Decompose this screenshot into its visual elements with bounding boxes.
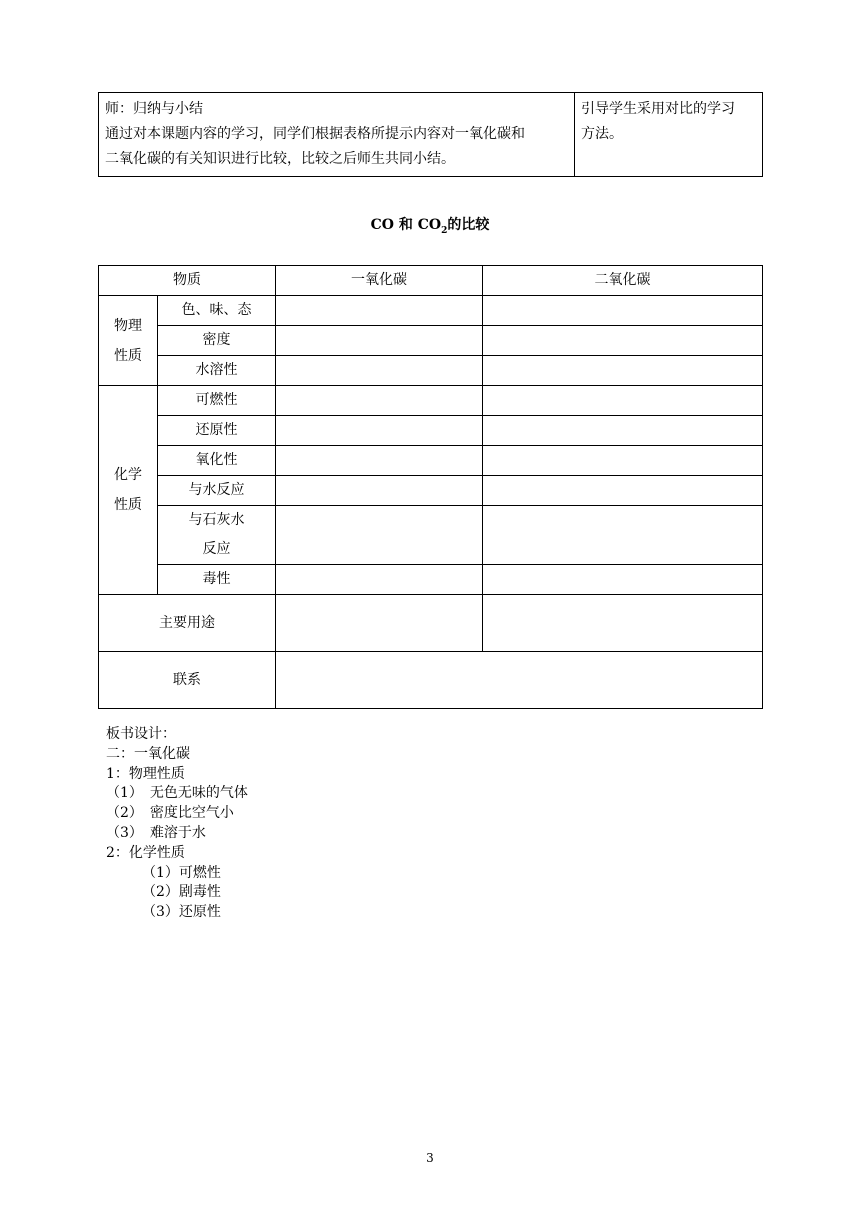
co2-cell — [483, 446, 763, 476]
teacher-line: 师：归纳与小结 — [105, 101, 203, 117]
co-co2-comparison-table — [98, 265, 763, 709]
group-label-line: 性质 — [114, 497, 142, 513]
header-co2: 二氧化碳 — [483, 266, 763, 296]
co2-cell — [483, 595, 763, 652]
row-label: 与水反应 — [158, 476, 276, 506]
table-header-row — [99, 266, 763, 296]
co-cell — [276, 506, 483, 565]
group-label-line: 性质 — [114, 347, 142, 364]
co-cell — [276, 416, 483, 446]
caption-text-tail: 的比较 — [447, 217, 490, 233]
co2-cell — [483, 476, 763, 506]
group-label-line: 物理 — [114, 317, 142, 334]
table-row — [99, 93, 763, 177]
caption-subscript: 2 — [441, 225, 448, 236]
table-row — [99, 476, 763, 506]
teacher-activity-cell — [99, 93, 575, 177]
table-row — [99, 506, 763, 565]
co-cell — [276, 386, 483, 416]
board-line-indented: （2）剧毒性 — [142, 884, 221, 901]
row-label: 色、味、态 — [158, 296, 276, 326]
group-chemical-properties — [99, 386, 158, 595]
co2-cell — [483, 386, 763, 416]
co2-cell — [483, 506, 763, 565]
co-cell — [276, 565, 483, 595]
row-label-uses: 主要用途 — [99, 595, 276, 652]
table-row — [99, 356, 763, 386]
relation-cell — [276, 652, 763, 709]
board-line: 二：一氧化碳 — [106, 745, 190, 762]
row-label-line: 反应 — [202, 541, 231, 557]
caption-text: CO 和 CO — [370, 217, 442, 233]
row-label: 可燃性 — [158, 386, 276, 416]
row-label: 氧化性 — [158, 446, 276, 476]
header-substance: 物质 — [99, 266, 276, 296]
row-label: 水溶性 — [158, 356, 276, 386]
group-physical-properties — [99, 296, 158, 386]
design-intent-cell — [575, 93, 763, 177]
table-row — [99, 446, 763, 476]
co2-cell — [483, 416, 763, 446]
board-line: 2：化学性质 — [106, 844, 185, 861]
co2-cell — [483, 356, 763, 386]
row-label: 还原性 — [158, 416, 276, 446]
blackboard-design — [106, 725, 248, 923]
row-label-line: 与石灰水 — [188, 512, 245, 528]
board-line-indented: （3）还原性 — [142, 904, 221, 921]
co2-cell — [483, 296, 763, 326]
table-row — [99, 296, 763, 326]
intent-line: 方法。 — [581, 126, 623, 142]
board-line: （2） 密度比空气小 — [106, 805, 234, 822]
table-caption — [0, 214, 860, 236]
page-number: 3 — [426, 1151, 434, 1165]
table-row — [99, 416, 763, 446]
teacher-line: 通过对本课题内容的学习，同学们根据表格所提示内容对一氧化碳和 — [105, 126, 525, 142]
co2-cell — [483, 565, 763, 595]
teaching-notes-table — [98, 92, 763, 177]
row-label: 密度 — [158, 326, 276, 356]
co2-cell — [483, 326, 763, 356]
table-row — [99, 386, 763, 416]
board-line: （3） 难溶于水 — [106, 824, 206, 841]
board-line: （1） 无色无味的气体 — [106, 785, 248, 802]
co-cell — [276, 356, 483, 386]
row-label: 毒性 — [158, 565, 276, 595]
board-line-indented: （1）可燃性 — [142, 864, 221, 881]
board-line: 板书设计： — [106, 726, 176, 742]
intent-line: 引导学生采用对比的学习 — [581, 101, 735, 117]
group-label-line: 化学 — [114, 467, 142, 483]
table-row — [99, 595, 763, 652]
table-row — [99, 652, 763, 709]
table-row — [99, 326, 763, 356]
row-label-relation: 联系 — [99, 652, 276, 709]
co-cell — [276, 446, 483, 476]
board-line: 1：物理性质 — [106, 765, 185, 782]
teacher-line: 二氧化碳的有关知识进行比较，比较之后师生共同小结。 — [105, 151, 455, 167]
header-co: 一氧化碳 — [276, 266, 483, 296]
co-cell — [276, 476, 483, 506]
co-cell — [276, 326, 483, 356]
table-row — [99, 565, 763, 595]
co-cell — [276, 296, 483, 326]
row-label-limewater — [158, 506, 276, 565]
co-cell — [276, 595, 483, 652]
